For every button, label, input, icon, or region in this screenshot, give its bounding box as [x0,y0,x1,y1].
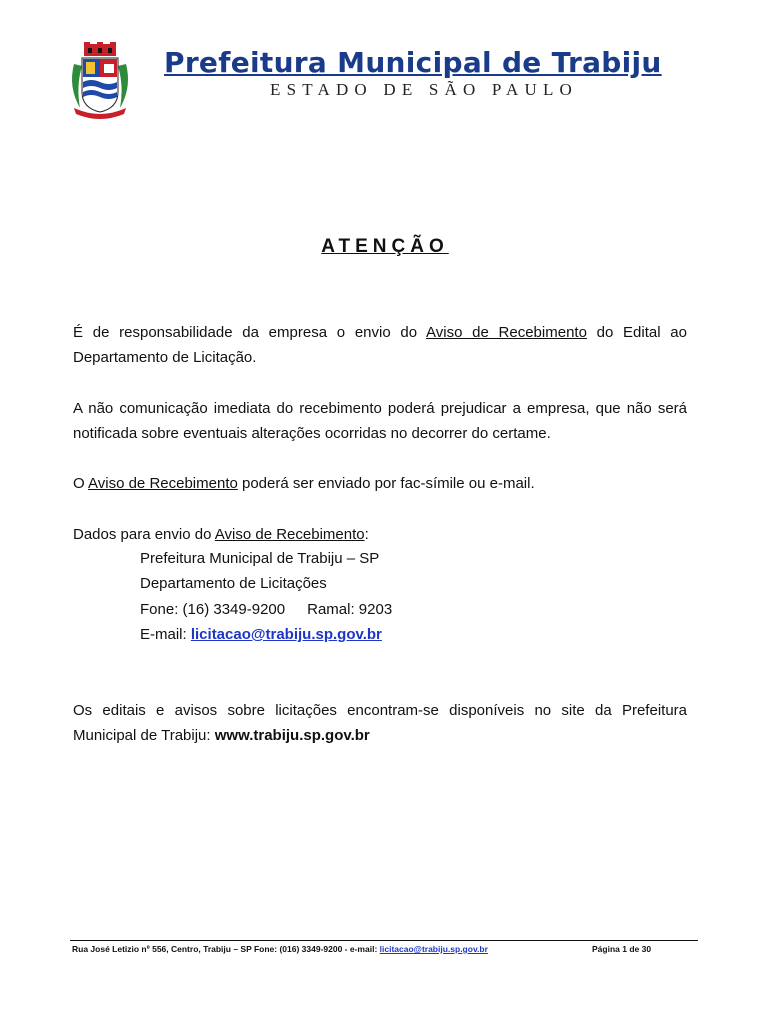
paragraph-send-method [73,471,687,496]
contact-org: Prefeitura Municipal de Trabiju – SP [140,550,380,567]
paragraph-send-data [73,522,687,547]
contact-phone-line [140,597,392,623]
p1-text-pre: É de responsabilidade da empresa o envio do [73,324,426,341]
contact-email-label: E-mail: [140,626,191,643]
p1-text-post: do Edital ao Departamento de Licitação. [73,324,687,366]
paragraph-warning: A não comunicação imediata do recebimento poderá prejudicar a empresa, que não será notificada sobre eventuais alterações ocorridas no decorrer do certame. [73,400,687,442]
contact-extension: Ramal: 9203 [307,601,393,618]
contact-phone: Fone: (16) 3349-9200 [140,601,286,618]
paragraph-responsibility [73,320,687,370]
footer-address-text: Rua José Letizio nº 556, Centro, Trabiju – SP Fone: (016) 3349-9200 - e-mail: [72,944,380,954]
page-title: Prefeitura Municipal de Trabiju [164,46,662,79]
p1-aviso-term: Aviso de Recebimento [426,324,587,341]
footer-page-number: Página 1 de 30 [592,944,652,954]
p4-aviso-term: Aviso de Recebimento [214,526,365,543]
contact-email-link[interactable]: licitacao@trabiju.sp.gov.br [190,626,382,643]
p3-text-pre: O [73,475,89,492]
page-subtitle: ESTADO DE SÃO PAULO [270,80,579,99]
paragraph-site [73,698,687,748]
p3-text-post: poderá ser enviado por fac-símile ou e-mail. [237,475,535,492]
p4-text-pre: Dados para envio do [73,526,215,543]
footer-divider [70,940,698,941]
contact-email-line [140,622,382,648]
contact-department: Departamento de Licitações [140,575,327,592]
footer-email-link[interactable]: licitacao@trabiju.sp.gov.br [379,944,488,954]
site-url[interactable]: www.trabiju.sp.gov.br [214,727,370,744]
attention-heading: ATENÇÃO [321,236,449,257]
p5-text: Os editais e avisos sobre licitações encontram-se disponíveis no site da Prefeitura Municipal de Trabiju: [73,702,687,744]
footer-address [72,944,488,954]
municipal-coat-of-arms [66,42,134,120]
p3-aviso-term: Aviso de Recebimento [88,475,238,492]
p4-text-post: : [364,526,369,543]
